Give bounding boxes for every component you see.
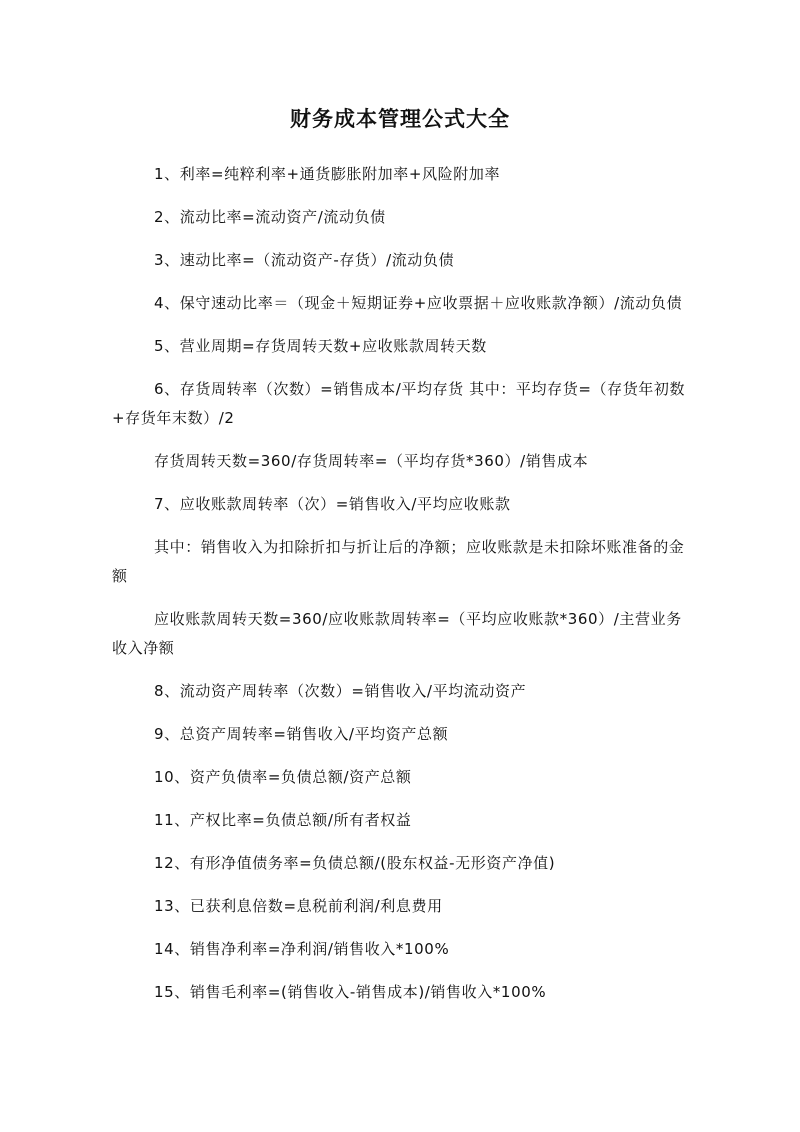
- formula-receivables-turnover-days: 应收账款周转天数=360/应收账款周转率=（平均应收账款*360）/主营业务收入净额: [112, 610, 682, 657]
- formula-net-profit-margin: 14、销售净利率=净利润/销售收入*100%: [154, 940, 450, 958]
- formula-current-ratio: 2、流动比率=流动资产/流动负债: [154, 208, 386, 226]
- note-receivables: 其中：销售收入为扣除折扣与折让后的净额；应收账款是未扣除坏账准备的金额: [112, 538, 685, 585]
- formula-inventory-turnover: 6、存货周转率（次数）=销售成本/平均存货 其中：平均存货=（存货年初数+存货年末数）/2: [112, 380, 686, 427]
- formula-times-interest-earned: 13、已获利息倍数=息税前利润/利息费用: [154, 897, 443, 915]
- formula-equity-ratio: 11、产权比率=负债总额/所有者权益: [154, 811, 412, 829]
- formula-quick-ratio: 3、速动比率=（流动资产-存货）/流动负债: [154, 251, 455, 269]
- formula-operating-cycle: 5、营业周期=存货周转天数+应收账款周转天数: [154, 337, 487, 355]
- formula-tangible-net-debt-ratio: 12、有形净值债务率=负债总额/(股东权益-无形资产净值): [154, 854, 556, 872]
- formula-receivables-turnover: 7、应收账款周转率（次）=销售收入/平均应收账款: [154, 495, 511, 513]
- formula-inventory-turnover-days: 存货周转天数=360/存货周转率=（平均存货*360）/销售成本: [154, 452, 589, 470]
- formula-total-asset-turnover: 9、总资产周转率=销售收入/平均资产总额: [154, 725, 449, 743]
- document-body: [112, 160, 692, 1021]
- formula-debt-ratio: 10、资产负债率=负债总额/资产总额: [154, 768, 412, 786]
- page-title: 财务成本管理公式大全: [290, 106, 510, 131]
- formula-gross-profit-margin: 15、销售毛利率=(销售收入-销售成本)/销售收入*100%: [154, 983, 547, 1001]
- formula-conservative-quick-ratio: 4、保守速动比率＝（现金＋短期证券+应收票据＋应收账款净额）/流动负债: [154, 294, 683, 312]
- formula-interest-rate: 1、利率=纯粹利率+通货膨胀附加率+风险附加率: [154, 165, 501, 183]
- formula-current-asset-turnover: 8、流动资产周转率（次数）=销售收入/平均流动资产: [154, 682, 527, 700]
